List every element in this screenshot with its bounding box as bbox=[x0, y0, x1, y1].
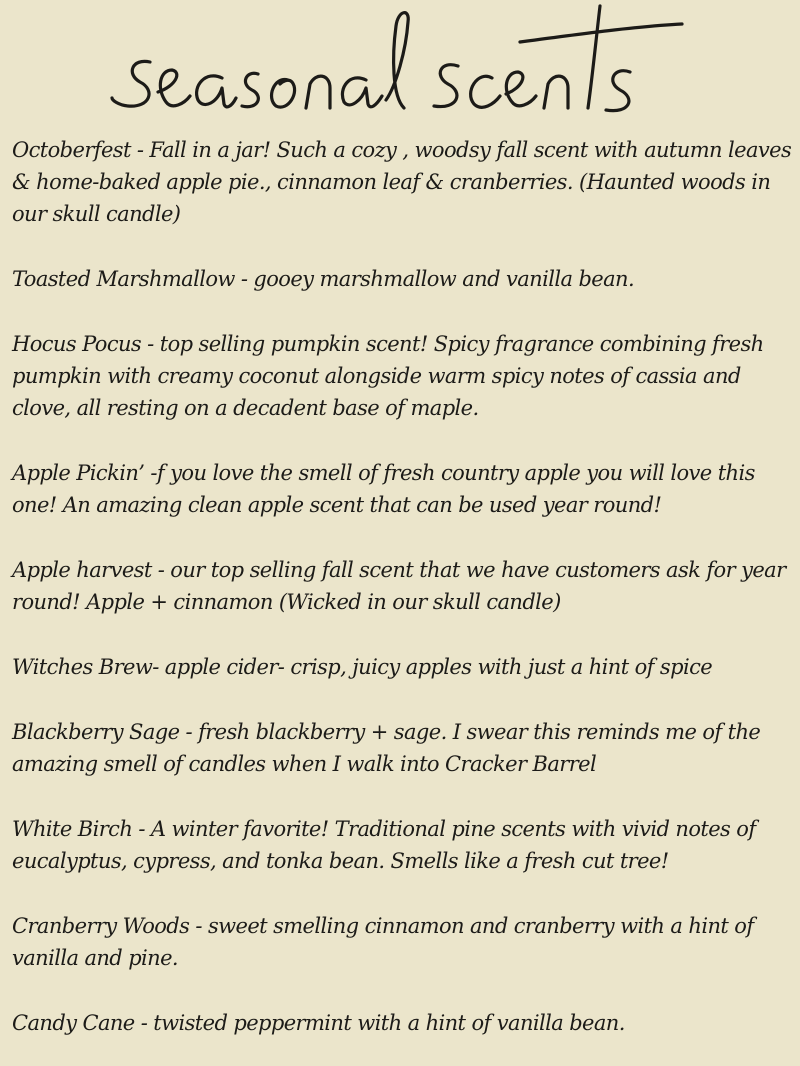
scent-item-apple-harvest: Apple harvest - our top selling fall scent that we have customers ask for year round! Apple + cinnamon (Wicked in our skull candle) bbox=[12, 558, 786, 614]
scent-item-blackberry-sage: Blackberry Sage - fresh blackberry + sage. I swear this reminds me of the amazing smell of candles when I walk into Cracker Barrel bbox=[12, 720, 761, 776]
scent-item-octoberfest: Octoberfest - Fall in a jar! Such a cozy , woodsy fall scent with autumn leaves & home-baked apple pie., cinnamon leaf & cranberries. (Haunted woods in our skull candle) bbox=[12, 138, 792, 226]
scent-item-cranberry-woods: Cranberry Woods - sweet smelling cinnamon and cranberry with a hint of vanilla and pine. bbox=[12, 914, 754, 970]
scent-item-witches-brew: Witches Brew- apple cider- crisp, juicy apples with just a hint of spice bbox=[12, 655, 713, 679]
scent-list bbox=[12, 134, 796, 1039]
scent-item-hocus-pocus: Hocus Pocus - top selling pumpkin scent! Spicy fragrance combining fresh pumpkin with creamy coconut alongside warm spicy notes of cassia and clove, all resting on a decadent base of maple. bbox=[12, 332, 764, 420]
page-title bbox=[0, 0, 800, 130]
scent-item-candy-cane: Candy Cane - twisted peppermint with a hint of vanilla bean. bbox=[12, 1011, 625, 1035]
scent-item-apple-pickin: Apple Pickin’ -f you love the smell of fresh country apple you will love this one! An amazing clean apple scent that can be used year round! bbox=[12, 461, 755, 517]
scent-item-toasted-marshmallow: Toasted Marshmallow - gooey marshmallow and vanilla bean. bbox=[12, 267, 635, 291]
scent-item-white-birch: White Birch - A winter favorite! Traditional pine scents with vivid notes of eucalyptus, cypress, and tonka bean. Smells like a fresh cut tree! bbox=[12, 817, 756, 873]
